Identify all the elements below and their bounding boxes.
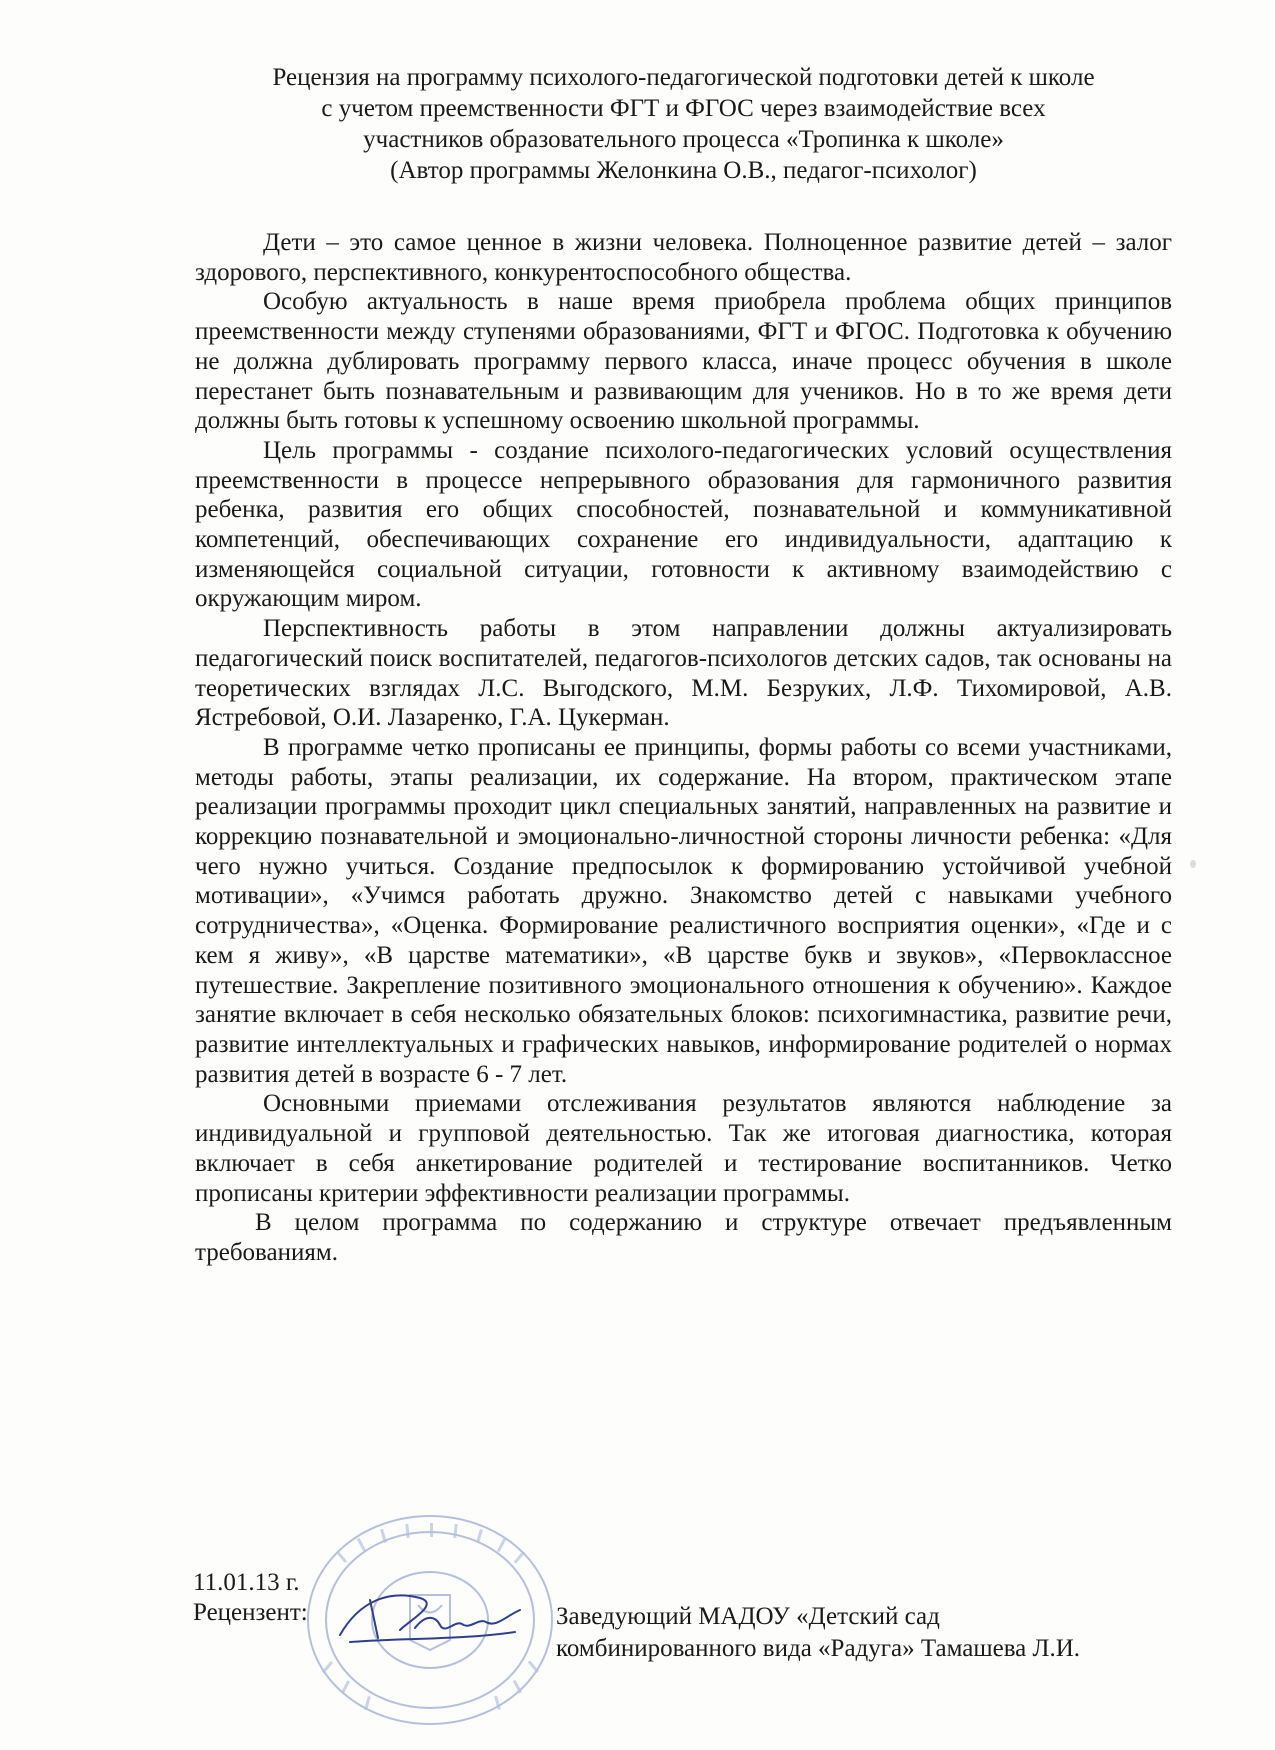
reviewer-label: Рецензент: — [193, 1599, 308, 1626]
title-line: участников образовательного процесса «Тропинка к школе» — [363, 126, 1004, 153]
official-stamp-icon — [300, 1510, 560, 1730]
reviewer-organization-name: комбинированного вида «Радуга» Тамашева Л.И. — [556, 1635, 1081, 1662]
paragraph: Перспективность работы в этом направлении должны актуализировать педагогический поиск воспитателей, педагогов-психологов детских садов, так основаны на теоретических взглядах Л.С. Выгодского, М.М. Безруких, Л.Ф. Тихомировой, А.В. Ястребовой, О.И. Лазаренко, Г.А. Цукерман. — [195, 615, 1172, 732]
paragraph: Дети – это самое ценное в жизни человека. Полноценное развитие детей – залог здорового, перспективного, конкурентоспособного общества. — [195, 229, 1172, 286]
paragraph: Основными приемами отслеживания результатов являются наблюдение за индивидуальной и групповой деятельностью. Так же итоговая диагностика, которая включает в себя анкетирование родителей и тестирование воспитанников. Четко прописаны критерии эффективности реализации программы. — [195, 1090, 1172, 1207]
paragraph: Особую актуальность в наше время приобрела проблема общих принципов преемственности между ступенями образованиями, ФГТ и ФГОС. Подготовка к обучению не должна дублировать программу первого класса, иначе процесс обучения в школе перестанет быть познавательным и развивающим для учеников. Но в то же время дети должны быть готовы к успешному освоению школьной программы. — [195, 288, 1172, 435]
author-line: (Автор программы Желонкина О.В., педагог-психолог) — [390, 157, 977, 184]
paper-speck — [1190, 860, 1196, 868]
conclusion-paragraph: В целом программа по содержанию и структуре отвечает предъявленным требованиям. — [195, 1209, 1172, 1266]
title-line: с учетом преемственности ФГТ и ФГОС через взаимодействие всех — [321, 95, 1046, 122]
handwritten-signature-icon — [330, 1580, 530, 1650]
review-date: 11.01.13 г. — [193, 1569, 300, 1596]
paragraph: Цель программы - создание психолого-педагогических условий осуществления преемственности в процессе непрерывного образования для гармоничного развития ребенка, развития его общих способностей, познавательной и коммуникативной компетенций, обеспечивающих сохранение его индивидуальности, адаптацию к изменяющейся социальной ситуации, готовности к активному взаимодействию с окружающим миром. — [195, 436, 1172, 613]
reviewer-position: Заведующий МАДОУ «Детский сад — [556, 1603, 940, 1630]
title-line: Рецензия на программу психолого-педагогической подготовки детей к школе — [272, 64, 1095, 91]
paragraph: В программе четко прописаны ее принципы, формы работы со всеми участниками, методы работы, этапы реализации, их содержание. На втором, практическом этапе реализации программы проходит цикл специальных занятий, направленных на развитие и коррекцию познавательной и эмоционально-личностной стороны личности ребенка: «Для чего нужно учиться. Создание предпосылок к формированию устойчивой учебной мотивации», «Учимся работать дружно. Знакомство детей с навыками учебного сотрудничества», «Оценка. Формирование реалистичного восприятия оценки», «Где и с кем я живу», «В царстве математики», «В царстве букв и звуков», «Первоклассное путешествие. Закрепление позитивного эмоционального отношения к обучению». Каждое занятие включает в себя несколько обязательных блоков: психогимнастика, развитие речи, развитие интеллектуальных и графических навыков, информирование родителей о нормах развития детей в возрасте 6 - 7 лет. — [195, 733, 1172, 1088]
